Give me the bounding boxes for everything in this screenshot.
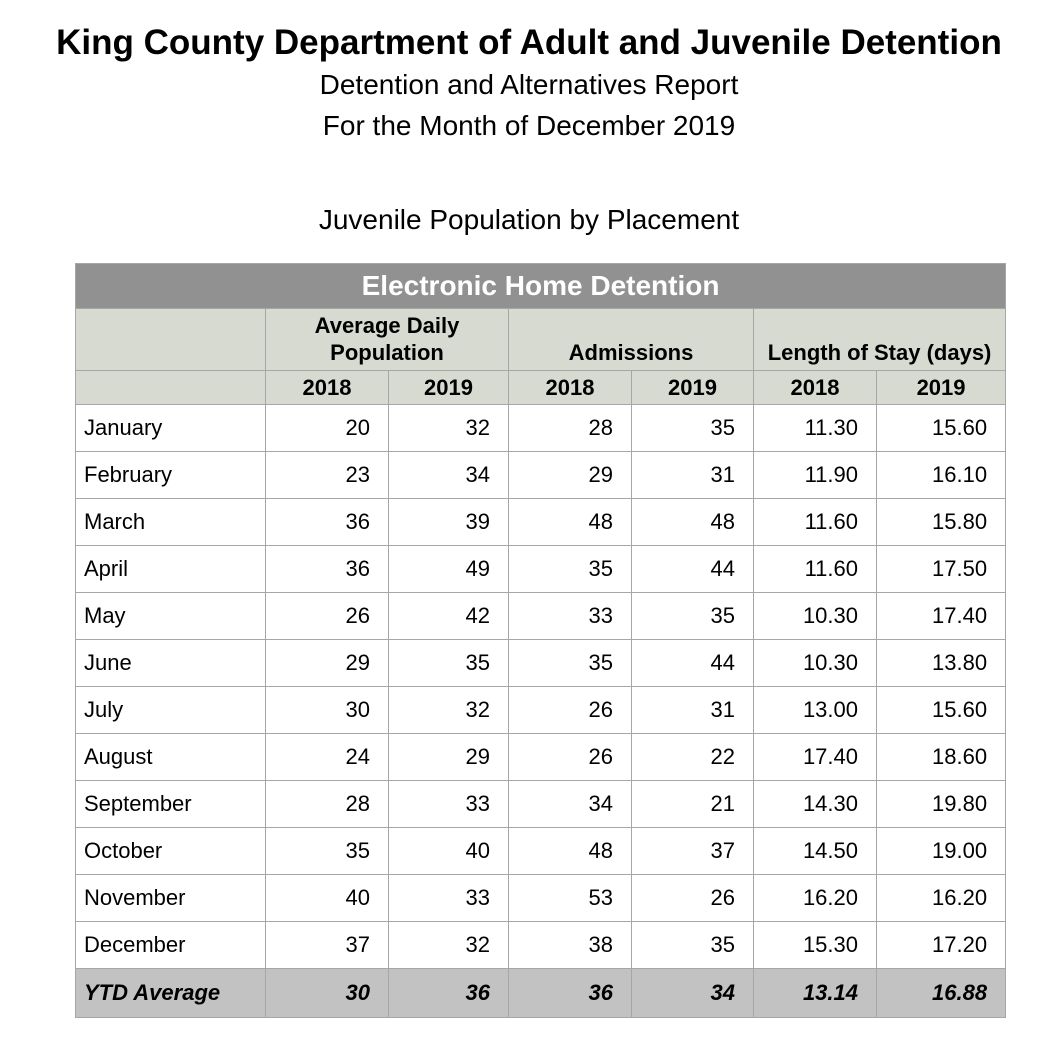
value-cell-adp-2018: 40: [266, 875, 389, 922]
value-cell-los-2019: 16.20: [877, 875, 1006, 922]
ytd-value-admissions-2018: 36: [509, 969, 632, 1018]
value-cell-admissions-2019: 44: [632, 640, 754, 687]
value-cell-los-2018: 11.60: [754, 546, 877, 593]
value-cell-adp-2018: 20: [266, 405, 389, 452]
month-cell: July: [76, 687, 266, 734]
value-cell-los-2019: 16.10: [877, 452, 1006, 499]
value-cell-admissions-2018: 34: [509, 781, 632, 828]
ytd-value-los-2019: 16.88: [877, 969, 1006, 1018]
value-cell-admissions-2019: 35: [632, 405, 754, 452]
value-cell-admissions-2018: 53: [509, 875, 632, 922]
value-cell-admissions-2019: 35: [632, 593, 754, 640]
value-cell-admissions-2019: 22: [632, 734, 754, 781]
value-cell-adp-2019: 40: [389, 828, 509, 875]
report-period: For the Month of December 2019: [322, 110, 736, 141]
value-cell-los-2018: 16.20: [754, 875, 877, 922]
report-header: [0, 22, 1058, 146]
value-cell-los-2018: 10.30: [754, 593, 877, 640]
table-title: Electronic Home Detention: [76, 264, 1006, 309]
corner-cell: [76, 371, 266, 405]
month-row: [76, 452, 1006, 499]
value-cell-admissions-2019: 35: [632, 922, 754, 969]
value-cell-admissions-2018: 48: [509, 828, 632, 875]
group-header-row: [76, 309, 1006, 371]
value-cell-admissions-2019: 48: [632, 499, 754, 546]
year-header-admissions-2018: 2018: [509, 371, 632, 405]
value-cell-los-2019: 15.80: [877, 499, 1006, 546]
value-cell-admissions-2019: 44: [632, 546, 754, 593]
value-cell-admissions-2018: 26: [509, 734, 632, 781]
month-row: [76, 875, 1006, 922]
month-cell: May: [76, 593, 266, 640]
value-cell-adp-2018: 28: [266, 781, 389, 828]
value-cell-los-2019: 19.80: [877, 781, 1006, 828]
ytd-average-row: [76, 969, 1006, 1018]
value-cell-los-2018: 15.30: [754, 922, 877, 969]
value-cell-los-2018: 17.40: [754, 734, 877, 781]
month-row: [76, 499, 1006, 546]
page-title: King County Department of Adult and Juvenile Detention: [56, 23, 1002, 62]
value-cell-admissions-2018: 35: [509, 546, 632, 593]
year-header-row: [76, 371, 1006, 405]
month-cell: March: [76, 499, 266, 546]
value-cell-los-2018: 14.30: [754, 781, 877, 828]
month-row: [76, 734, 1006, 781]
value-cell-los-2019: 19.00: [877, 828, 1006, 875]
value-cell-admissions-2019: 26: [632, 875, 754, 922]
value-cell-adp-2018: 29: [266, 640, 389, 687]
year-header-admissions-2019: 2019: [632, 371, 754, 405]
value-cell-admissions-2018: 33: [509, 593, 632, 640]
value-cell-adp-2019: 32: [389, 405, 509, 452]
value-cell-admissions-2018: 35: [509, 640, 632, 687]
value-cell-adp-2018: 26: [266, 593, 389, 640]
value-cell-adp-2019: 33: [389, 875, 509, 922]
value-cell-los-2019: 18.60: [877, 734, 1006, 781]
value-cell-adp-2018: 36: [266, 546, 389, 593]
ytd-value-admissions-2019: 34: [632, 969, 754, 1018]
value-cell-los-2018: 11.90: [754, 452, 877, 499]
month-row: [76, 546, 1006, 593]
table-footer: [76, 969, 1006, 1018]
value-cell-admissions-2019: 21: [632, 781, 754, 828]
year-header-los-2018: 2018: [754, 371, 877, 405]
value-cell-adp-2019: 39: [389, 499, 509, 546]
value-cell-los-2019: 13.80: [877, 640, 1006, 687]
year-header-los-2019: 2019: [877, 371, 1006, 405]
table-body: [76, 405, 1006, 969]
month-cell: February: [76, 452, 266, 499]
value-cell-adp-2019: 34: [389, 452, 509, 499]
value-cell-los-2019: 17.20: [877, 922, 1006, 969]
value-cell-los-2018: 11.60: [754, 499, 877, 546]
value-cell-admissions-2019: 31: [632, 452, 754, 499]
month-cell: October: [76, 828, 266, 875]
value-cell-adp-2019: 33: [389, 781, 509, 828]
month-cell: November: [76, 875, 266, 922]
month-cell: August: [76, 734, 266, 781]
value-cell-adp-2018: 37: [266, 922, 389, 969]
ytd-value-adp-2018: 30: [266, 969, 389, 1018]
month-cell: April: [76, 546, 266, 593]
value-cell-adp-2019: 29: [389, 734, 509, 781]
value-cell-adp-2018: 35: [266, 828, 389, 875]
value-cell-admissions-2018: 29: [509, 452, 632, 499]
value-cell-adp-2019: 32: [389, 687, 509, 734]
value-cell-los-2018: 11.30: [754, 405, 877, 452]
value-cell-adp-2019: 49: [389, 546, 509, 593]
month-row: [76, 640, 1006, 687]
table-title-row: [76, 264, 1006, 309]
table-header: [76, 264, 1006, 405]
value-cell-los-2018: 10.30: [754, 640, 877, 687]
year-header-adp-2019: 2019: [389, 371, 509, 405]
value-cell-adp-2018: 36: [266, 499, 389, 546]
month-row: [76, 593, 1006, 640]
value-cell-los-2018: 13.00: [754, 687, 877, 734]
month-row: [76, 922, 1006, 969]
value-cell-admissions-2018: 26: [509, 687, 632, 734]
report-subtitle: Detention and Alternatives Report: [319, 69, 739, 100]
month-cell: September: [76, 781, 266, 828]
value-cell-admissions-2019: 37: [632, 828, 754, 875]
group-header-length-of-stay: Length of Stay (days): [754, 309, 1006, 371]
month-row: [76, 405, 1006, 452]
group-header-admissions: Admissions: [509, 309, 754, 371]
value-cell-admissions-2019: 31: [632, 687, 754, 734]
value-cell-los-2019: 15.60: [877, 405, 1006, 452]
ytd-value-adp-2019: 36: [389, 969, 509, 1018]
value-cell-los-2019: 17.40: [877, 593, 1006, 640]
value-cell-los-2018: 14.50: [754, 828, 877, 875]
month-cell: June: [76, 640, 266, 687]
group-header-average-daily-population: Average Daily Population: [266, 309, 509, 371]
month-row: [76, 781, 1006, 828]
value-cell-admissions-2018: 38: [509, 922, 632, 969]
value-cell-admissions-2018: 28: [509, 405, 632, 452]
month-cell: December: [76, 922, 266, 969]
year-header-adp-2018: 2018: [266, 371, 389, 405]
electronic-home-detention-table: [75, 263, 1006, 1018]
ytd-label-cell: YTD Average: [76, 969, 266, 1018]
value-cell-adp-2018: 23: [266, 452, 389, 499]
month-row: [76, 828, 1006, 875]
month-row: [76, 687, 1006, 734]
value-cell-adp-2019: 32: [389, 922, 509, 969]
value-cell-los-2019: 17.50: [877, 546, 1006, 593]
value-cell-adp-2018: 24: [266, 734, 389, 781]
value-cell-admissions-2018: 48: [509, 499, 632, 546]
ytd-value-los-2018: 13.14: [754, 969, 877, 1018]
value-cell-los-2019: 15.60: [877, 687, 1006, 734]
month-cell: January: [76, 405, 266, 452]
corner-cell: [76, 309, 266, 371]
value-cell-adp-2019: 42: [389, 593, 509, 640]
value-cell-adp-2018: 30: [266, 687, 389, 734]
value-cell-adp-2019: 35: [389, 640, 509, 687]
section-title: Juvenile Population by Placement: [318, 204, 740, 235]
